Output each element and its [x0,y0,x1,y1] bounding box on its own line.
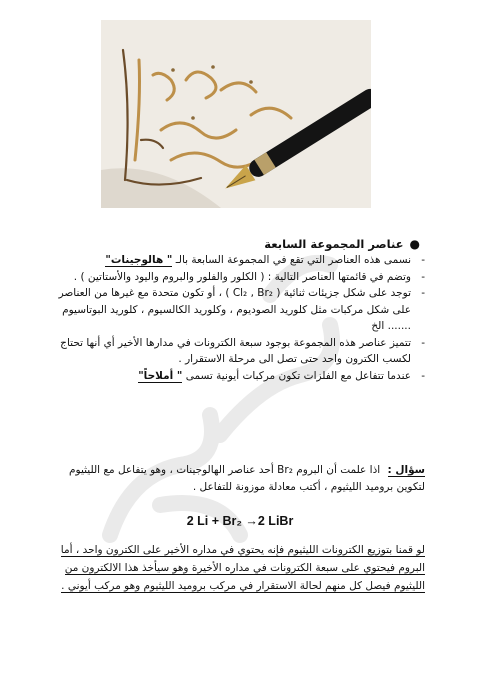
list-item: - تتميز عناصر هذه المجموعة بوجود سبعة الكترونات في مدارها الأخير أي أنها تحتاج لكسب الكترون واحد حتى تصل الى مرحلة الاستقرار . [50,335,425,368]
answer-block [53,541,425,595]
question-label: سؤال : [387,464,425,476]
heading-bullet: ● [409,237,420,251]
section-heading [60,236,420,252]
question-text: اذا علمت أن البروم Br₂ أحد عناصر الهالوجينات ، وهو يتفاعل مع الليثيوم لتكوين بروميد الليثيوم ، أكتب معادلة موزونة للتفاعل . [69,464,425,493]
list-item: - توجد على شكل جزيئات ثنائية ( Cl₂ , Br₂ ) ، أو تكون متحدة مع غيرها من العناصر على شكل مركبات مثل كلوريد الصوديوم ، وكلوريد الكالسيوم ، كلوريد البوتاسيوم ....... الخ [50,285,425,335]
header-calligraphy-photo [101,20,371,208]
calligraphy-photo-art [101,20,371,208]
heading-title: عناصر المجموعة السابعة [264,237,404,251]
answer-text: لو قمنا بتوزيع الكترونات الليثيوم فإنه يحتوي في مداره الأخير على الكترون واحد ، أما البروم فيحتوي على سبعة الكترونات في مداره الأخيرة وهو سيأخذ هذا الالكترون من الليثيوم فيصل كل منهم لحالة الاستقرار في مركب بروميد الليثيوم وهو مركب أيوني . [60,544,425,592]
list-item: - نسمى هذه العناصر التي تقع في المجموعة السابعة بالـ " هالوجينات" [50,252,425,269]
list-item: - عندما تتفاعل مع الفلزات تكون مركبات أيونية تسمى " أملاحاً" [50,368,425,385]
term-halogens: " هالوجينات" [105,254,173,266]
list-item: - وتضم في قائمتها العناصر التالية : ( الكلور والفلور والبروم واليود والأستاتين ) . [50,269,425,286]
balanced-equation: 2 Li + Br₂ →2 LiBr [186,514,294,528]
question-block [53,462,425,496]
facts-list [50,252,425,384]
term-salts: " أملاحاً" [138,369,183,382]
